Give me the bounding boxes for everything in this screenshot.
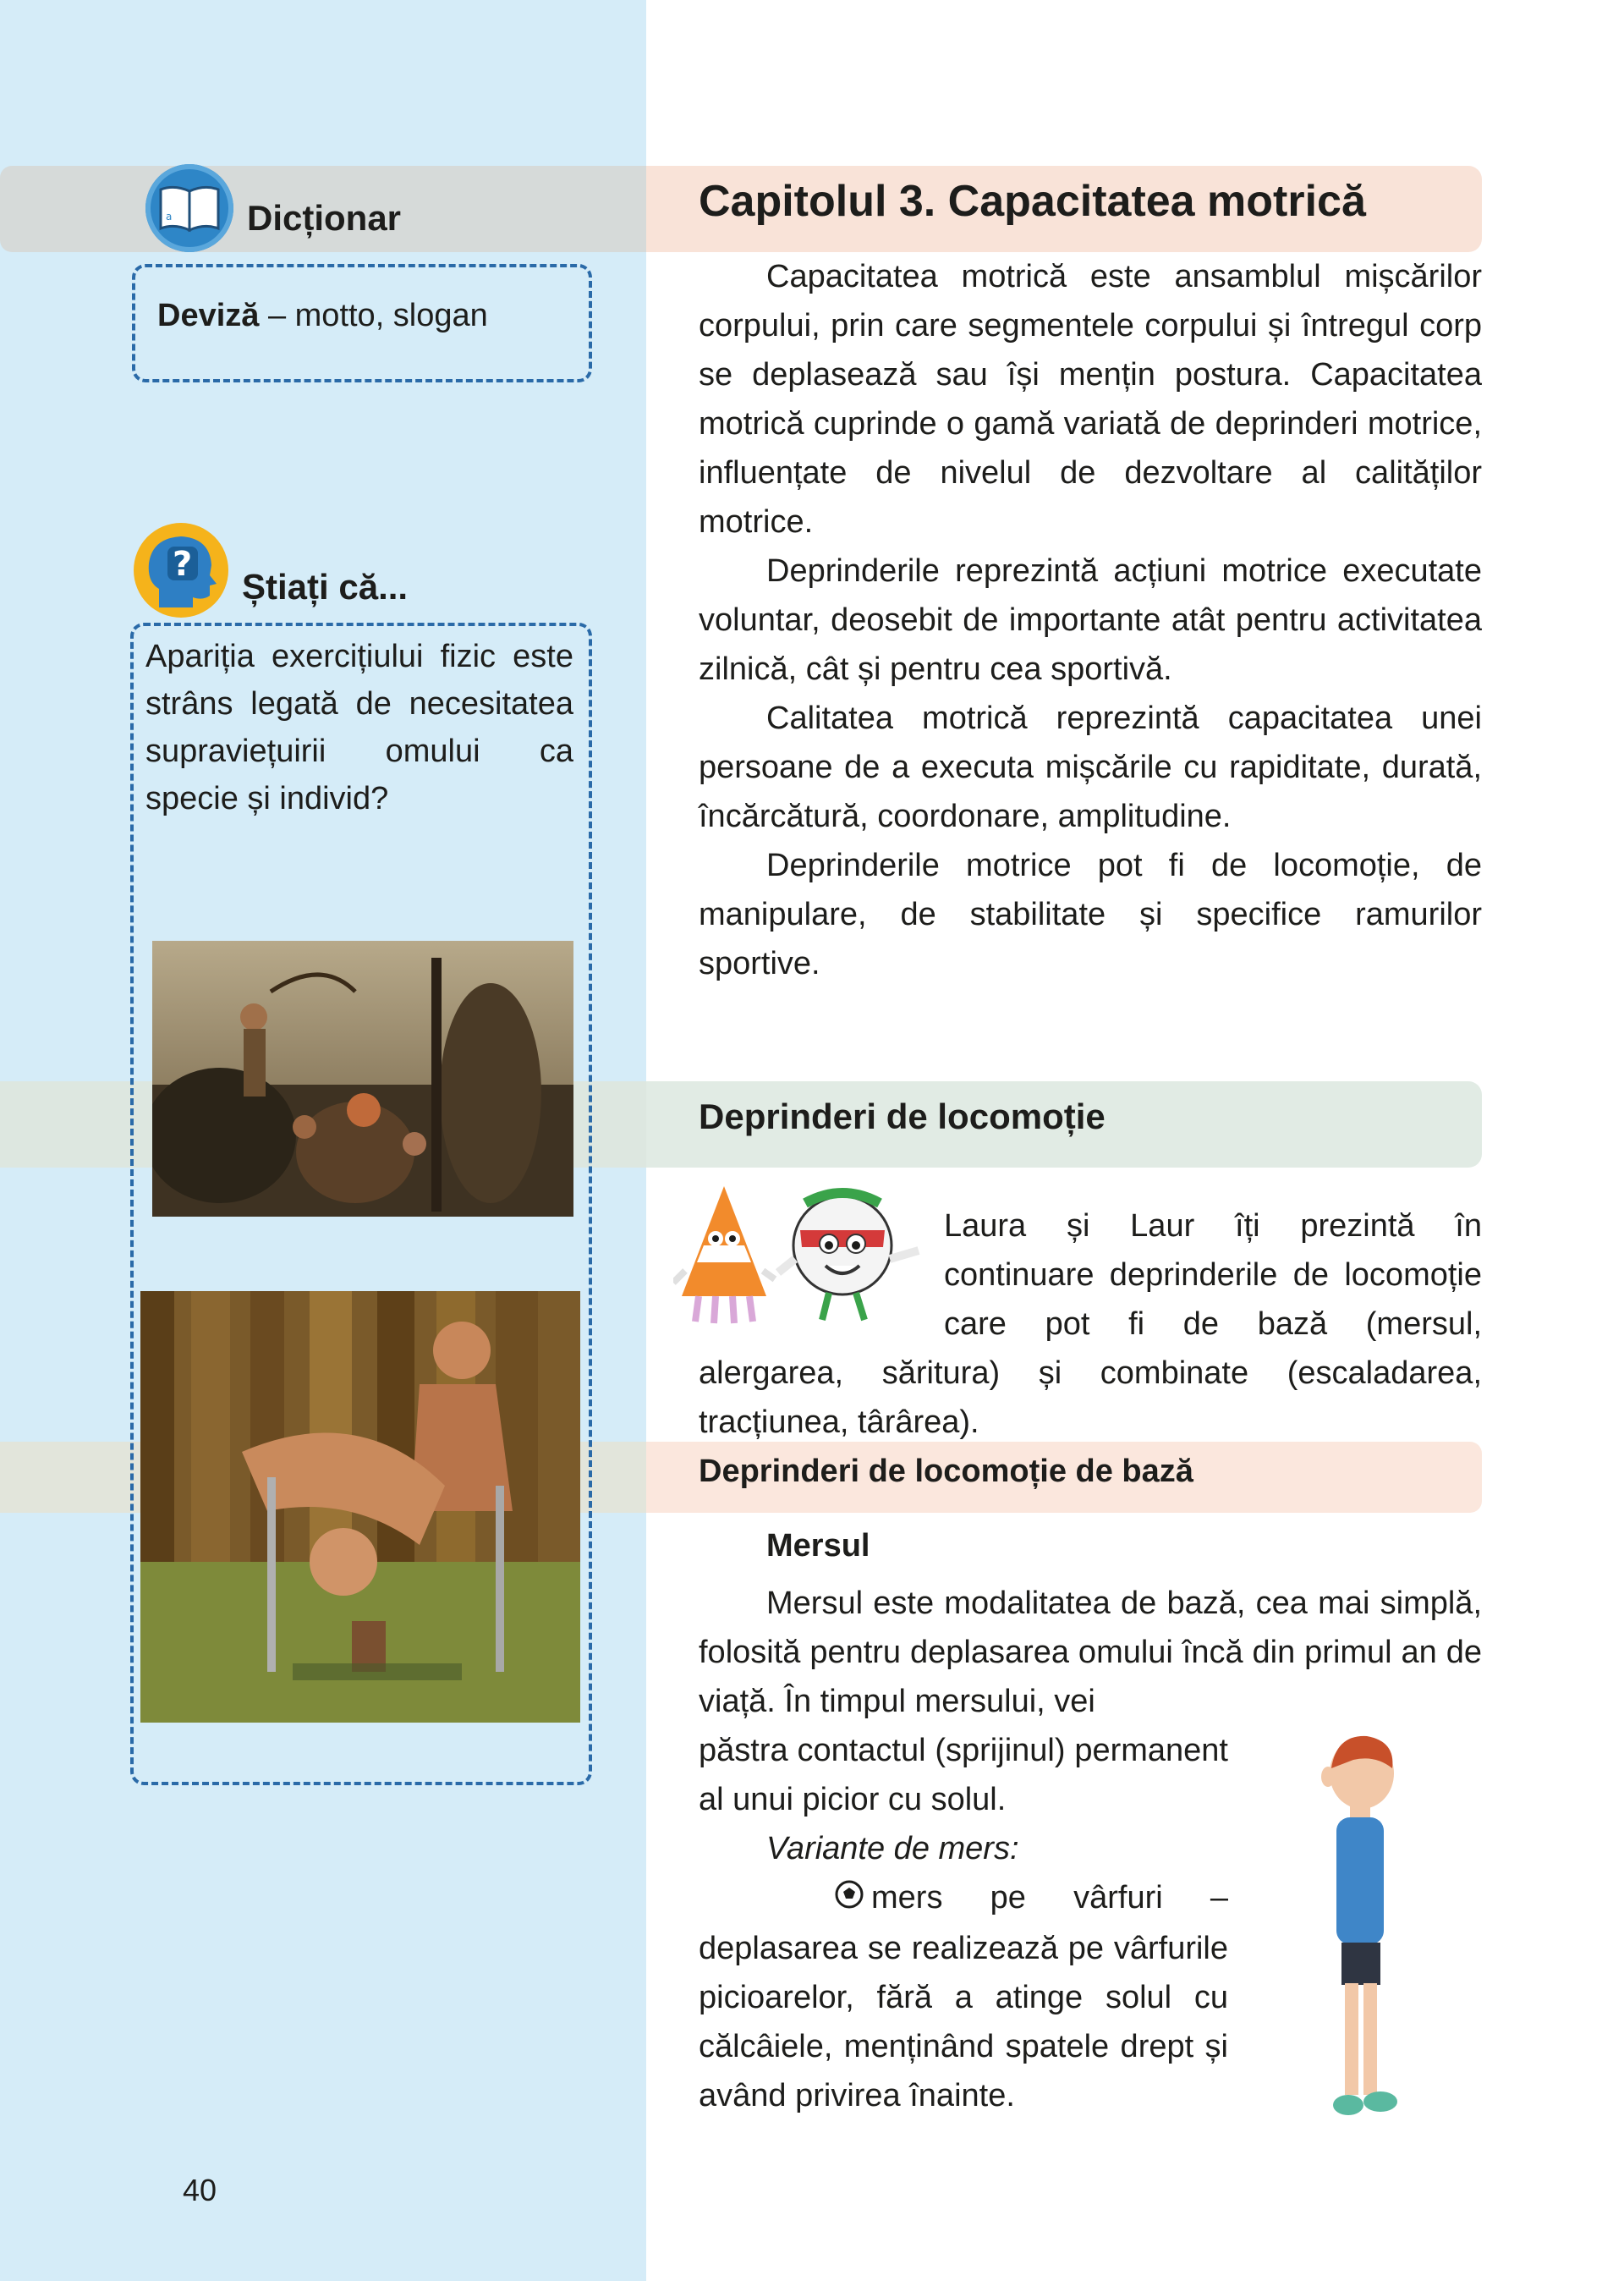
- dictionary-separator: –: [259, 298, 295, 333]
- svg-text:a: a: [166, 211, 173, 223]
- locomotion-text: Laura și Laur îți prezintă în continuare deprinderile de locomoție care pot fi de bază (mersul, alergarea, săritura) și combinate (escaladarea, tracțiunea, târârea).: [699, 1208, 1482, 1440]
- intro-text: [699, 252, 1482, 988]
- walking-variant-text: mers pe vârfuri – deplasarea se realizează pe vârfurile picioarelor, fără a atinge solul cu călcâiele, menținând spatele drept și având privirea înainte.: [699, 1880, 1228, 2113]
- dictionary-heading: Dicționar: [247, 198, 402, 238]
- dictionary-entry: [157, 298, 488, 334]
- locomotion-heading: Deprinderi de locomoție: [699, 1097, 1106, 1136]
- walking-narrow-text: [699, 1726, 1228, 2120]
- walking-boy-illustration: [1294, 1726, 1429, 2132]
- prehistoric-hunters-image: [152, 941, 573, 1217]
- book-icon: [145, 164, 233, 252]
- did-you-know-text: Apariția exercițiului fizic este strâns legată de necesitatea supraviețuirii omului ca specie și individ?: [145, 639, 573, 816]
- dictionary-box: [132, 264, 592, 382]
- chapter-title: Capitolul 3. Capacitatea motrică: [699, 177, 1366, 226]
- walking-text: [699, 1579, 1482, 1726]
- question-head-icon: [134, 523, 228, 618]
- intro-paragraph: Calitatea motrică reprezintă capacitatea unei persoane de a executa mișcările cu rapiditate, durată, încărcătură, coordonare, amplitudine.: [699, 701, 1482, 834]
- soccer-ball-icon: [766, 1875, 864, 1924]
- page-number: 40: [183, 2173, 217, 2207]
- walking-variants-label: Variante de mers:: [766, 1831, 1019, 1866]
- dictionary-definition: motto, slogan: [294, 298, 488, 333]
- walking-paragraph: Mersul este modalitatea de bază, cea mai simplă, folosită pentru deplasarea omului încă din primul an de viață. În timpul mersului, vei: [699, 1586, 1482, 1719]
- did-you-know-heading: Știați că...: [242, 567, 409, 607]
- gladiators-image: [140, 1291, 580, 1723]
- basic-locomotion-heading: Deprinderi de locomoție de bază: [699, 1454, 1193, 1489]
- walking-title: Mersul: [766, 1528, 870, 1564]
- dictionary-term: Deviză: [157, 298, 260, 333]
- walking-variant-item: [699, 1873, 1228, 2120]
- intro-paragraph: Deprinderile motrice pot fi de locomoție, de manipulare, de stabilitate și specifice ramurilor sportive.: [699, 848, 1482, 981]
- intro-paragraph: Deprinderile reprezintă acțiuni motrice executate voluntar, deosebit de importante atât pentru activitatea zilnică, cât și pentru cea sportivă.: [699, 553, 1482, 687]
- mascots-illustration: [673, 1178, 927, 1328]
- intro-paragraph: Capacitatea motrică este ansamblul mișcărilor corpului, prin care segmentele corpului și întregul corp se deplasează sau își mențin postura. Capacitatea motrică cuprinde o gamă variată de deprinderi motrice, influențate de nivelul de dezvoltare al calităților motrice.: [699, 259, 1482, 540]
- svg-text:?: ?: [173, 545, 193, 584]
- walking-paragraph-continued: păstra contactul (sprijinul) permanent al unui picior cu solul.: [699, 1733, 1228, 1817]
